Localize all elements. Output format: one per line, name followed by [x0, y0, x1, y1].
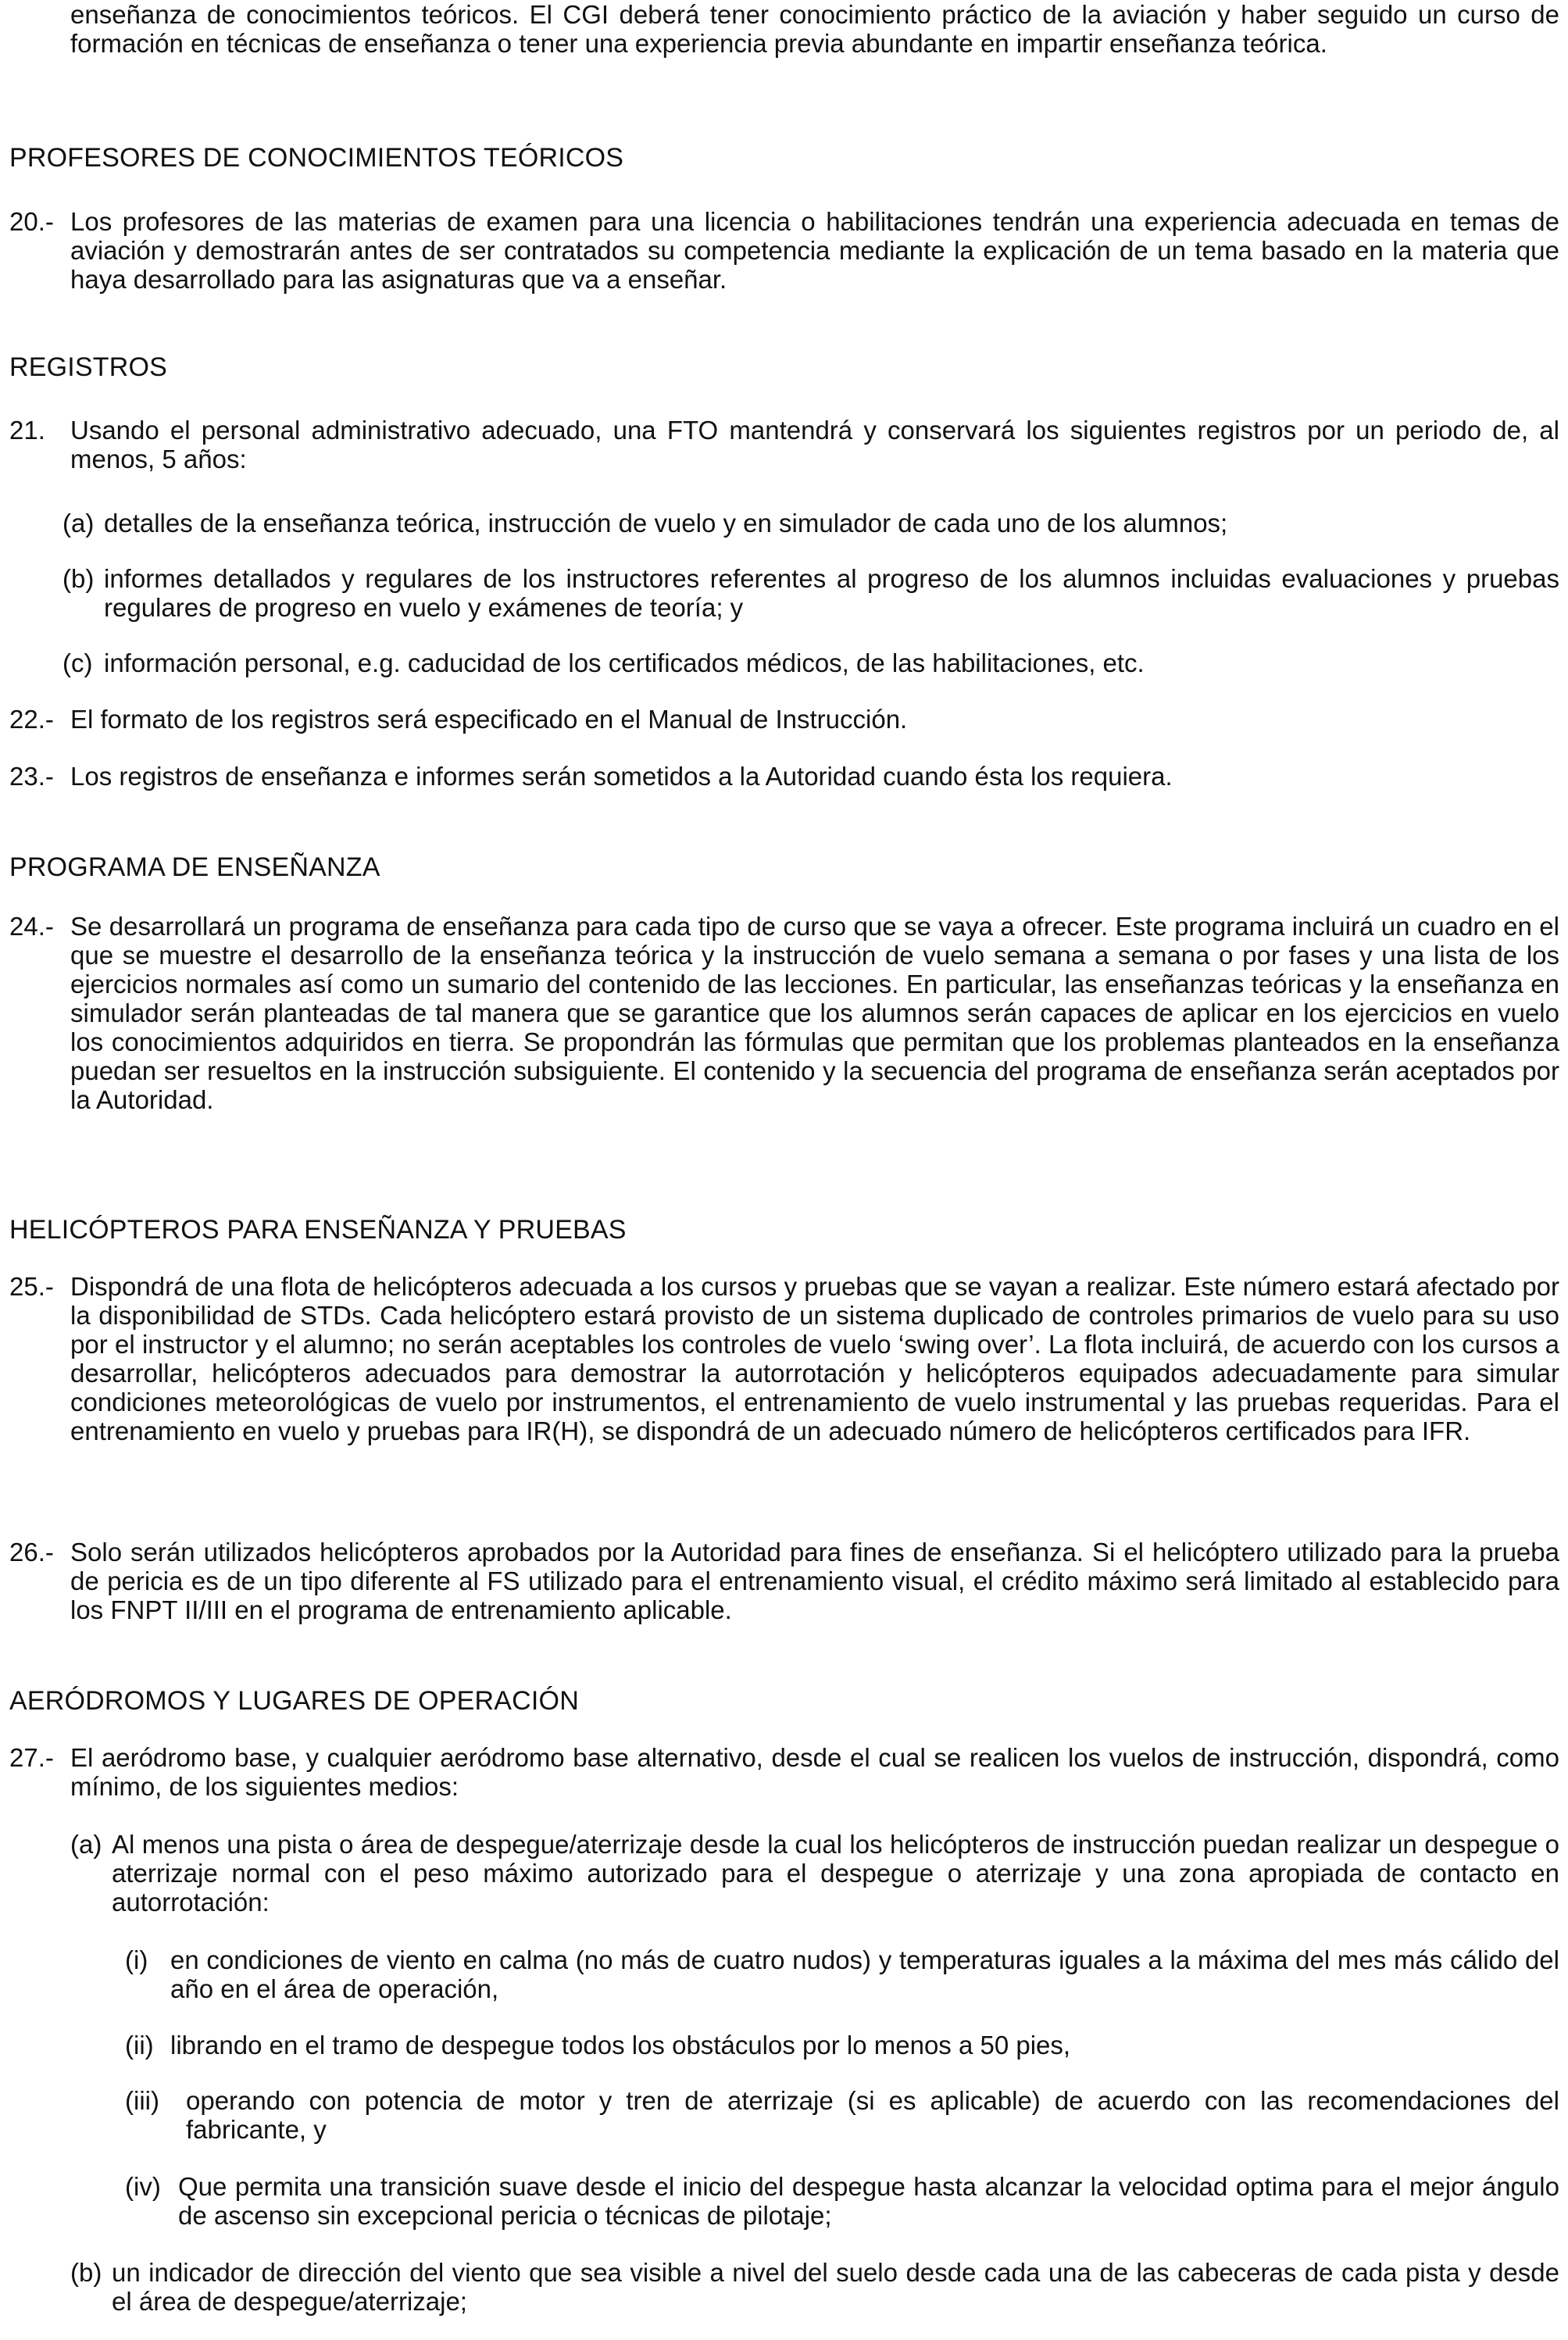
paragraph-number: 22.- [9, 705, 54, 734]
item-27a-iv: Que permita una transición suave desde el inicio del despegue hasta alcanzar la velocidad optima para el mejor ángulo de ascenso sin excepcional pericia o técnicas de pilotaje; [178, 2172, 1559, 2230]
paragraph-number: 21. [9, 416, 45, 445]
item-label: (iii) [125, 2086, 159, 2115]
item-27a-i: en condiciones de viento en calma (no más de cuatro nudos) y temperaturas iguales a la máxima del mes más cálido del año en el área de operación, [170, 1945, 1559, 2003]
item-label: (b) [63, 564, 95, 593]
item-27b: un indicador de dirección del viento que sea visible a nivel del suelo desde cada una de las cabeceras de cada pista y desde el área de despegue/aterrizaje; [112, 2258, 1559, 2316]
paragraph-25: Dispondrá de una flota de helicópteros adecuada a los cursos y pruebas que se vayan a realizar. Este número estará afectado por la disponibilidad de STDs. Cada helicóptero estará provisto de un sistema duplicado de controles primarios de vuelo para su uso por el instructor y el alumno; no serán aceptables los controles de vuelo ‘swing over’. La flota incluirá, de acuerdo con los cursos a desarrollar, helicópteros adecuados para demostrar la autorrotación y helicópteros equipados adecuadamente para simular condiciones meteorológicas de vuelo por instrumentos, el entrenamiento de vuelo instrumental y las pruebas requeridas. Para el entrenamiento en vuelo y pruebas para IR(H), se dispondrá de un adecuado número de helicópteros certificados para IFR. [70, 1272, 1560, 1445]
item-label: (iv) [125, 2172, 161, 2201]
paragraph-21: Usando el personal administrativo adecuado, una FTO mantendrá y conservará los siguientes registros por un periodo de, al menos, 5 años: [70, 416, 1559, 473]
paragraph-number: 24.- [9, 912, 54, 941]
item-label: (b) [70, 2258, 102, 2287]
paragraph-20: Los profesores de las materias de examen para una licencia o habilitaciones tendrán una experiencia adecuada en temas de aviación y demostrarán antes de ser contratados su competencia mediante la explicación de un tema basado en la materia que haya desarrollado para las asignaturas que va a enseñar. [70, 207, 1559, 294]
item-label: (c) [63, 648, 93, 677]
item-21c: información personal, e.g. caducidad de los certificados médicos, de las habilitaciones, etc. [104, 648, 1145, 677]
paragraph-number: 27.- [9, 1743, 54, 1772]
paragraph-24: Se desarrollará un programa de enseñanza para cada tipo de curso que se vaya a ofrecer. Este programa incluirá un cuadro en el que se muestre el desarrollo de la enseñanza teórica y la instrucción de vuelo semana a semana o por fases y una lista de los ejercicios normales así como un sumario del contenido de las lecciones. En particular, las enseñanzas teóricas y la enseñanza en simulador serán planteadas de tal manera que se garantice que los alumnos serán capaces de aplicar en los ejercicios en vuelo los conocimientos adquiridos en tierra. Se propondrán las fórmulas que permitan que los problemas planteados en la enseñanza puedan ser resueltos en la instrucción subsiguiente. El contenido y la secuencia del programa de enseñanza serán aceptados por la Autoridad. [70, 912, 1559, 1114]
paragraph-23: Los registros de enseñanza e informes serán sometidos a la Autoridad cuando ésta los requiera. [70, 762, 1173, 791]
section-heading-registros: REGISTROS [9, 352, 168, 382]
item-label: (a) [63, 509, 95, 538]
intro-paragraph: enseñanza de conocimientos teóricos. El CGI deberá tener conocimiento práctico de la aviación y haber seguido un curso de formación en técnicas de enseñanza o tener una experiencia previa abundante en impartir enseñanza teórica. [70, 0, 1559, 58]
paragraph-number: 20.- [9, 207, 54, 236]
item-label: (ii) [125, 2031, 154, 2060]
section-heading-helicopteros: HELICÓPTEROS PARA ENSEÑANZA Y PRUEBAS [9, 1215, 627, 1245]
item-21b: informes detallados y regulares de los instructores referentes al progreso de los alumnos incluidas evaluaciones y pruebas regulares de progreso en vuelo y exámenes de teoría; y [104, 564, 1559, 622]
paragraph-number: 23.- [9, 762, 54, 791]
item-27a: Al menos una pista o área de despegue/aterrizaje desde la cual los helicópteros de instrucción puedan realizar un despegue o aterrizaje normal con el peso máximo autorizado para el despegue o aterrizaje y una zona apropiada de contacto en autorrotación: [112, 1830, 1559, 1917]
section-heading-aerodromos: AERÓDROMOS Y LUGARES DE OPERACIÓN [9, 1686, 579, 1716]
section-heading-programa: PROGRAMA DE ENSEÑANZA [9, 852, 380, 882]
item-21a: detalles de la enseñanza teórica, instrucción de vuelo y en simulador de cada uno de los alumnos; [104, 509, 1228, 538]
paragraph-26: Solo serán utilizados helicópteros aprobados por la Autoridad para fines de enseñanza. Si el helicóptero utilizado para la prueba de pericia es de un tipo diferente al FS utilizado para el entrenamiento visual, el crédito máximo será limitado al establecido para los FNPT II/III en el programa de entrenamiento aplicable. [70, 1538, 1559, 1624]
paragraph-27: El aeródromo base, y cualquier aeródromo base alternativo, desde el cual se realicen los vuelos de instrucción, dispondrá, como mínimo, de los siguientes medios: [70, 1743, 1559, 1801]
paragraph-number: 25.- [9, 1272, 54, 1301]
item-27a-iii: operando con potencia de motor y tren de aterrizaje (si es aplicable) de acuerdo con las recomendaciones del fabricante, y [186, 2086, 1559, 2144]
paragraph-number: 26.- [9, 1538, 54, 1567]
item-label: (i) [125, 1945, 148, 1974]
item-label: (a) [70, 1830, 102, 1859]
paragraph-22: El formato de los registros será especificado en el Manual de Instrucción. [70, 705, 908, 734]
item-27a-ii: librando en el tramo de despegue todos los obstáculos por lo menos a 50 pies, [170, 2031, 1071, 2060]
section-heading-profesores: PROFESORES DE CONOCIMIENTOS TEÓRICOS [9, 143, 624, 173]
